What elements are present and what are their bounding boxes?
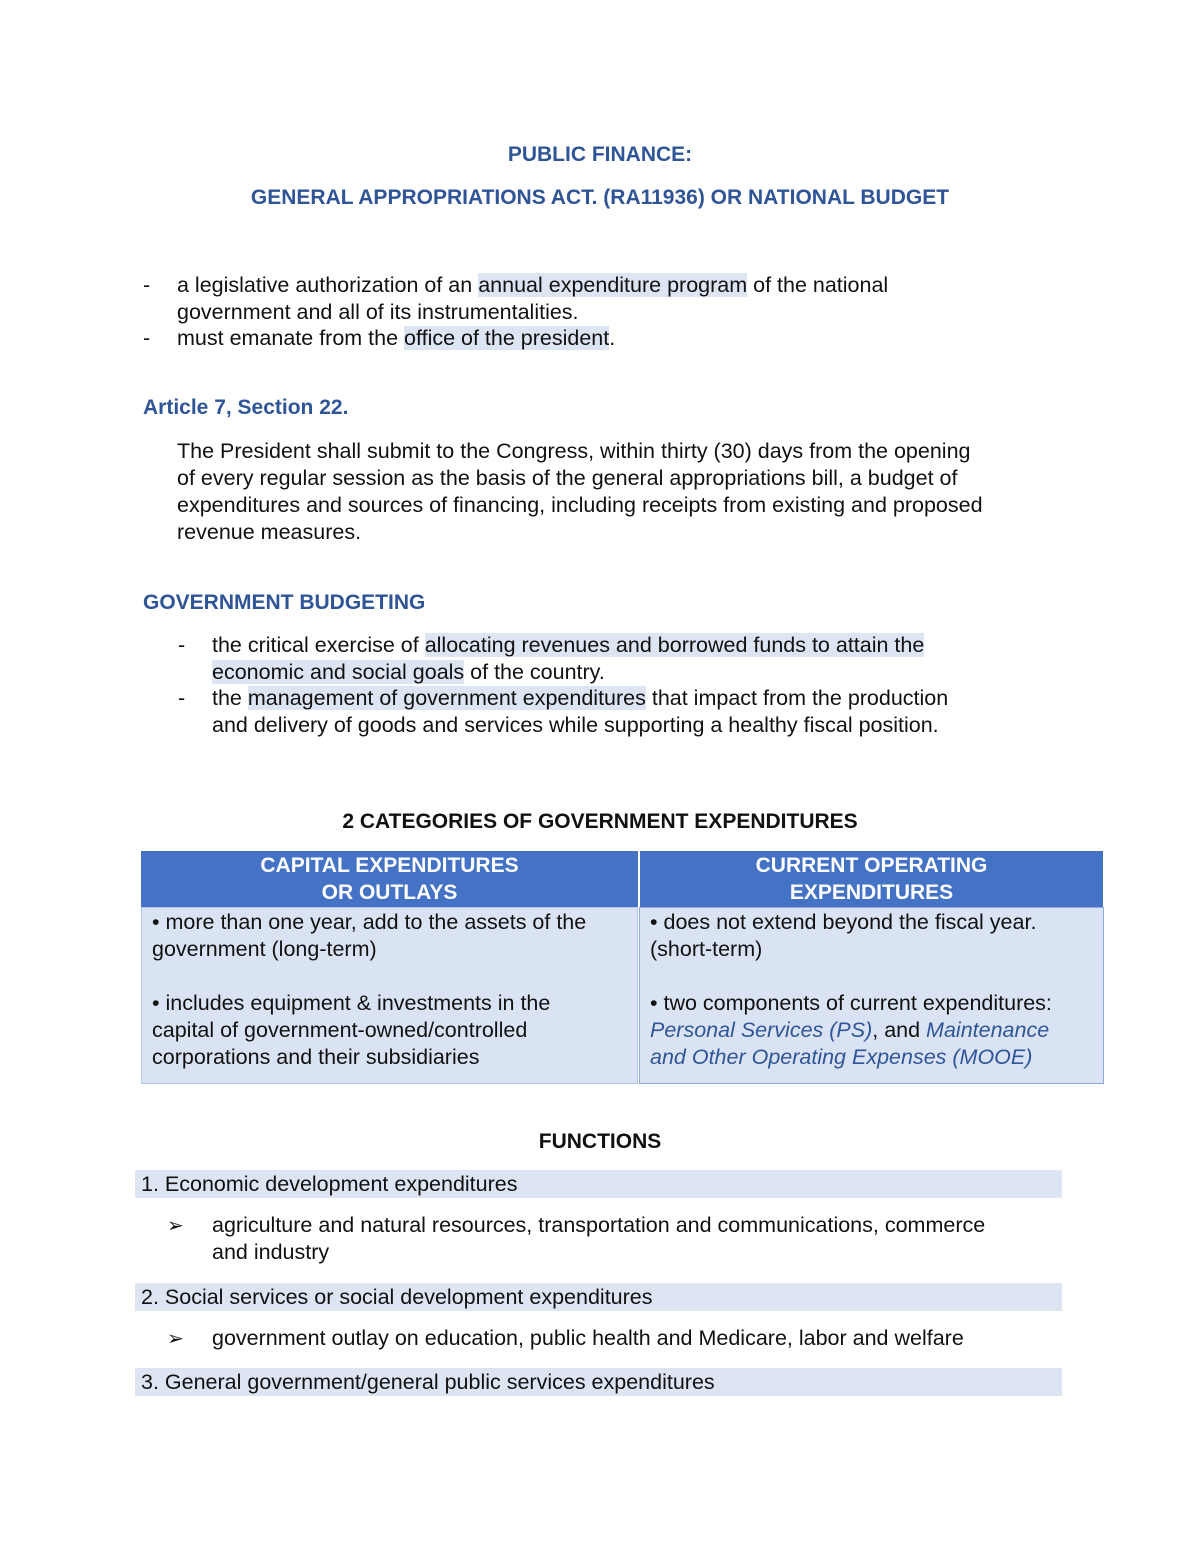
mooe-term: and Other Operating Expenses (MOOE)	[650, 1045, 1033, 1069]
budgeting-heading: GOVERNMENT BUDGETING	[143, 591, 426, 614]
function-item-1-detail: agriculture and natural resources, transportation and communications, commerce	[212, 1213, 986, 1237]
bullet-dash: -	[178, 633, 186, 657]
capital-text: • more than one year, add to the assets of the	[152, 910, 587, 934]
current-text: • does not extend beyond the fiscal year.	[650, 910, 1037, 934]
table-header-current	[640, 851, 1103, 907]
header-line: EXPENDITURES	[789, 881, 954, 904]
intro-bullet-1-cont: government and all of its instrumentalities.	[177, 300, 579, 324]
capital-text: • includes equipment & investments in the	[152, 991, 551, 1015]
budgeting-bullet-2	[212, 685, 948, 712]
budgeting-bullet-2-cont: and delivery of goods and services while supporting a healthy fiscal position.	[212, 713, 939, 737]
text: of the national	[747, 273, 889, 297]
current-text: (short-term)	[650, 937, 763, 961]
bullet-dash: -	[178, 686, 186, 710]
arrow-bullet-icon: ➢	[167, 1215, 184, 1237]
function-item-2: 2. Social services or social development expenditures	[141, 1285, 653, 1309]
intro-bullet-2	[177, 325, 615, 352]
highlight: management of government expenditures	[247, 686, 646, 710]
function-item-1: 1. Economic development expenditures	[141, 1172, 518, 1196]
ps-term: Personal Services (PS)	[650, 1018, 873, 1042]
current-text	[650, 1044, 1032, 1071]
current-text	[650, 1017, 1049, 1044]
current-text: • two components of current expenditures:	[650, 991, 1052, 1015]
budgeting-bullet-1	[212, 632, 924, 659]
page-subtitle: GENERAL APPROPRIATIONS ACT. (RA11936) OR NATIONAL BUDGET	[250, 186, 950, 209]
article-heading: Article 7, Section 22.	[143, 396, 349, 419]
text: must emanate from the	[177, 326, 405, 350]
text: , and	[872, 1018, 927, 1042]
table-header-capital	[141, 851, 638, 907]
text: .	[609, 326, 616, 350]
budgeting-bullet-1-cont	[212, 659, 605, 686]
highlight: office of the president	[404, 326, 610, 350]
categories-heading: 2 CATEGORIES OF GOVERNMENT EXPENDITURES	[342, 810, 858, 833]
highlight: annual expenditure program	[478, 273, 748, 297]
article-line: revenue measures.	[177, 520, 362, 544]
highlight: allocating revenues and borrowed funds to attain the	[424, 633, 925, 657]
text: of the country.	[464, 660, 605, 684]
page-title: PUBLIC FINANCE:	[507, 143, 693, 166]
article-line: expenditures and sources of financing, including receipts from existing and proposed	[177, 493, 983, 517]
text: that impact from the production	[645, 686, 949, 710]
function-item-2-detail: government outlay on education, public health and Medicare, labor and welfare	[212, 1326, 964, 1350]
capital-text: government (long-term)	[152, 937, 377, 961]
intro-bullet-1	[177, 272, 888, 299]
text: the critical exercise of	[212, 633, 425, 657]
article-line: The President shall submit to the Congress, within thirty (30) days from the opening	[177, 439, 971, 463]
capital-text: capital of government-owned/controlled	[152, 1018, 528, 1042]
arrow-bullet-icon: ➢	[167, 1328, 184, 1350]
function-item-1-detail: and industry	[212, 1240, 330, 1264]
text: a legislative authorization of an	[177, 273, 479, 297]
mooe-term: Maintenance	[926, 1018, 1050, 1042]
bullet-dash: -	[143, 326, 151, 350]
capital-text: corporations and their subsidiaries	[152, 1045, 480, 1069]
functions-heading: FUNCTIONS	[538, 1130, 662, 1153]
function-item-3: 3. General government/general public services expenditures	[141, 1370, 715, 1394]
article-line: of every regular session as the basis of the general appropriations bill, a budget of	[177, 466, 958, 490]
header-line: OR OUTLAYS	[321, 881, 458, 904]
header-line: CURRENT OPERATING	[755, 854, 988, 877]
header-line: CAPITAL EXPENDITURES	[260, 854, 519, 877]
highlight: economic and social goals	[212, 660, 465, 684]
text: the	[212, 686, 248, 710]
bullet-dash: -	[143, 273, 151, 297]
